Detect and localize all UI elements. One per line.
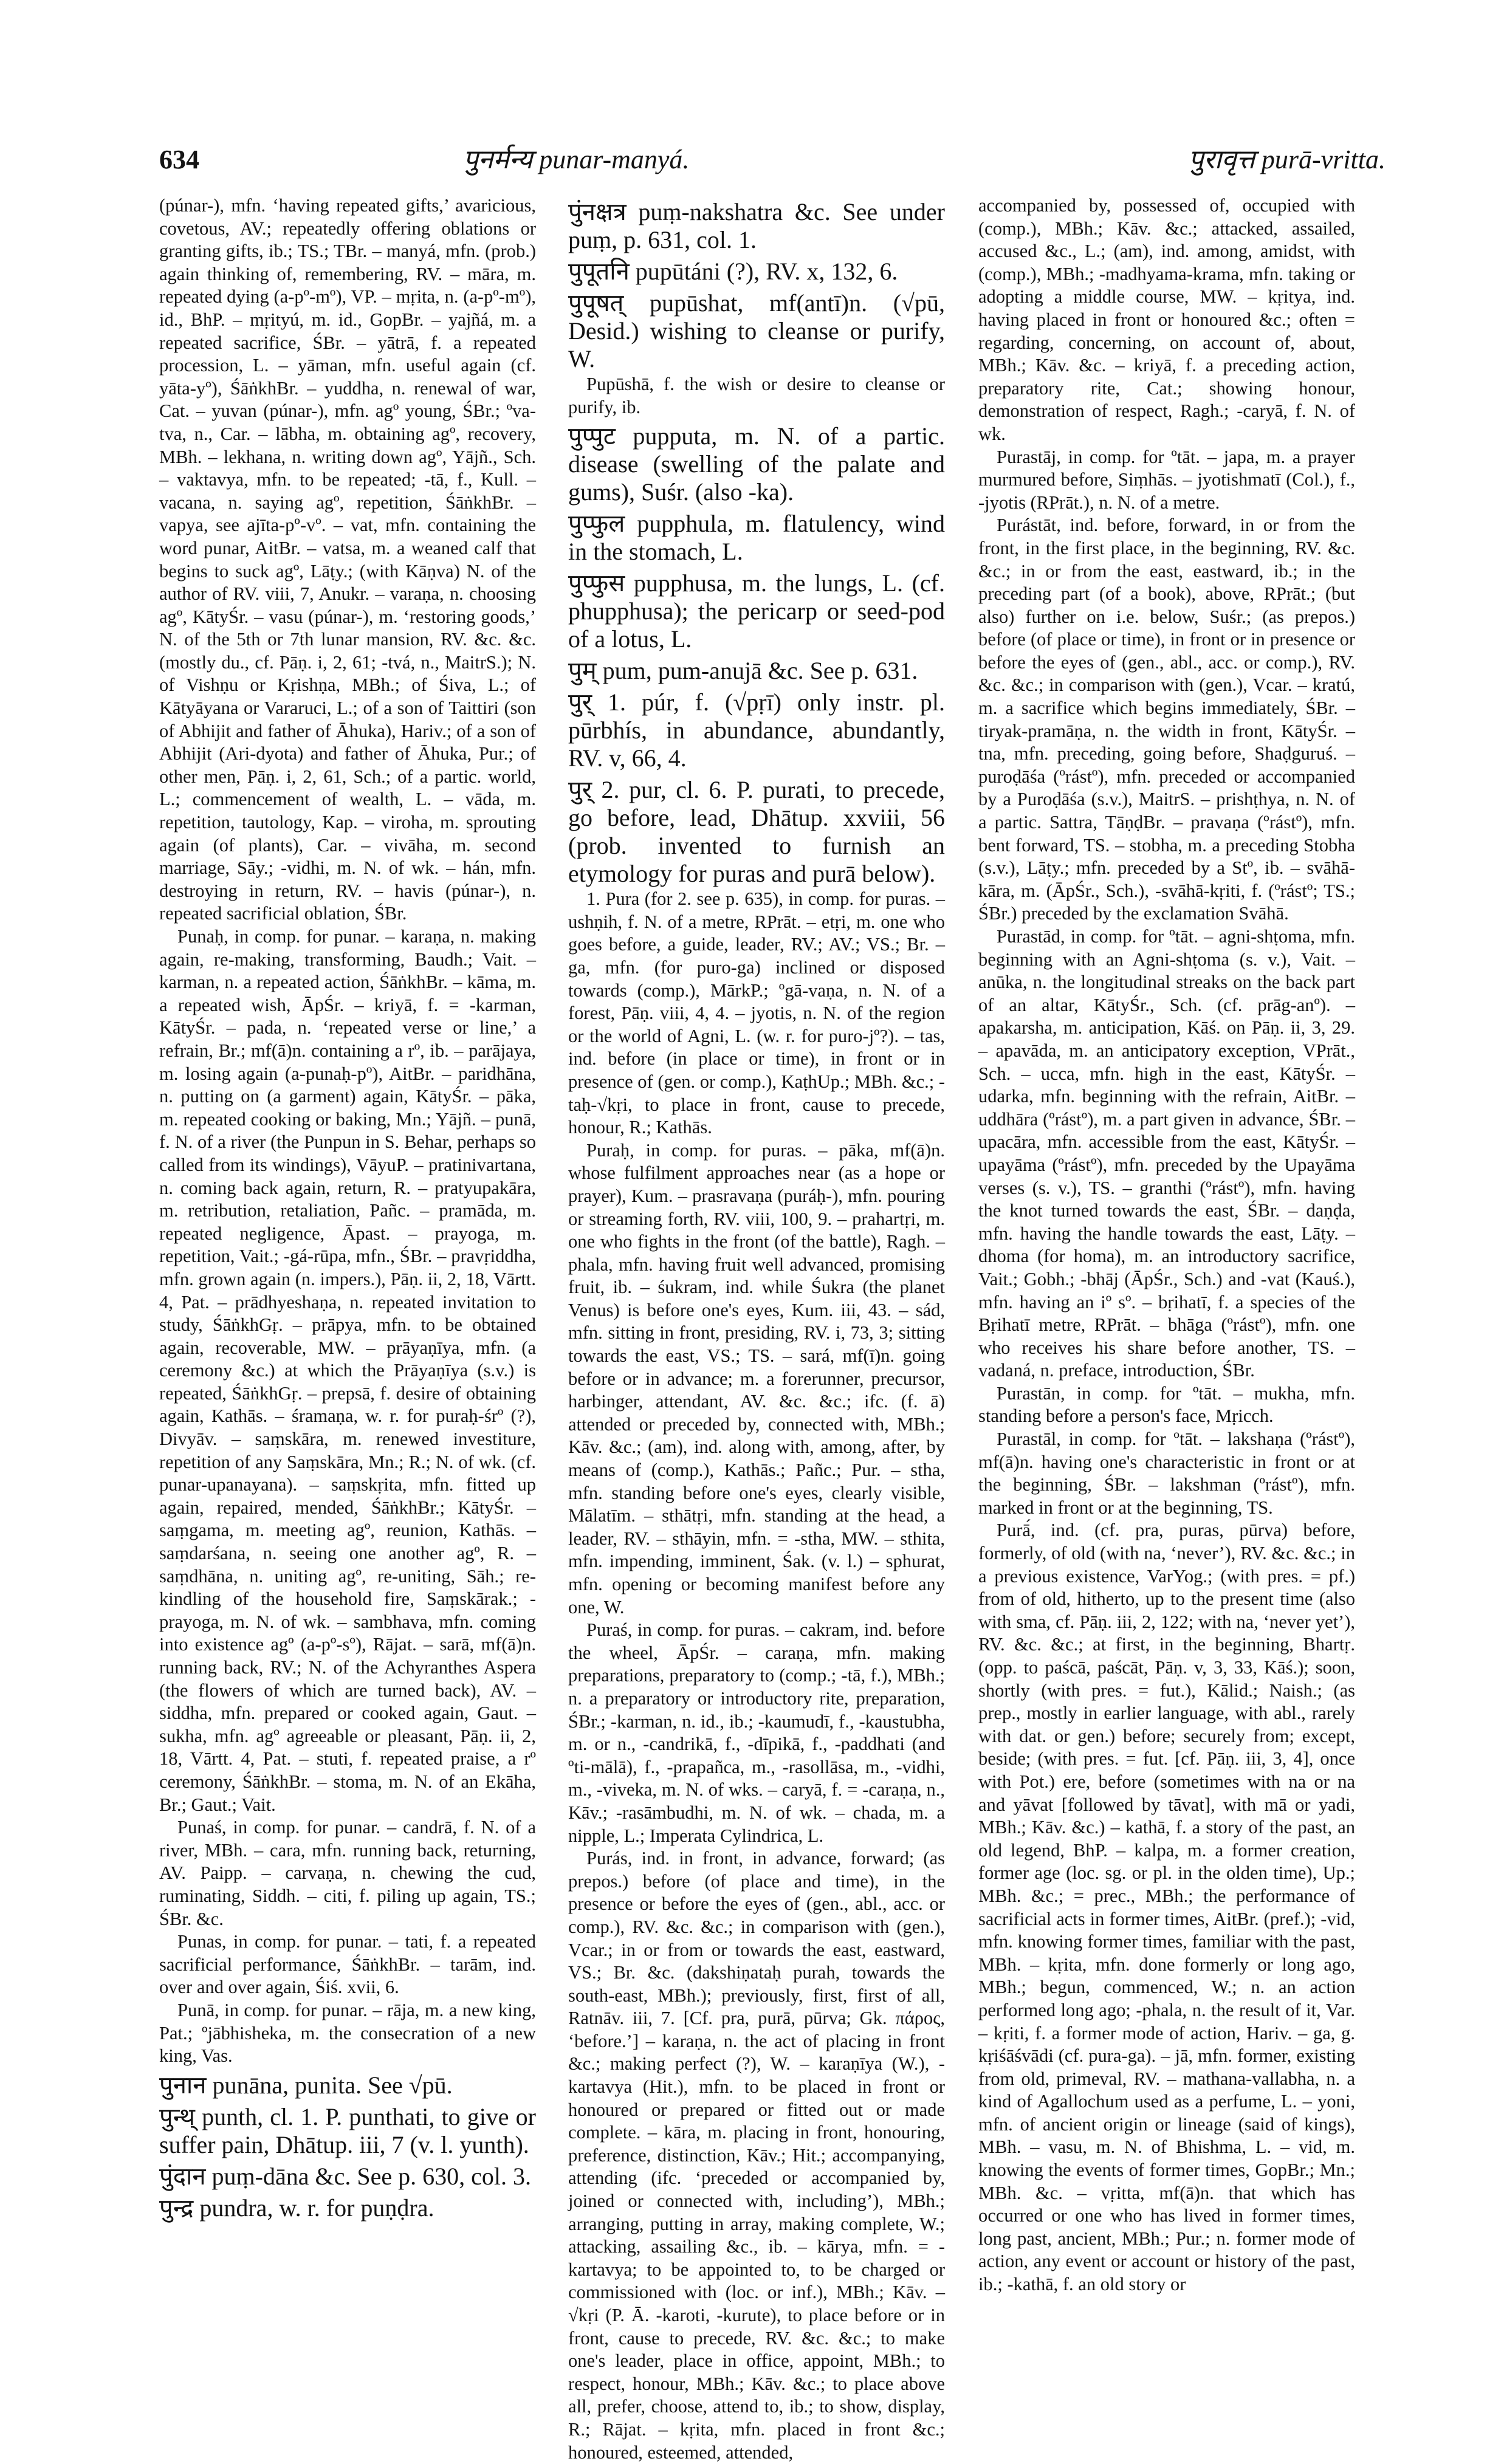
entry: Punas, in comp. for punar. – tati, f. a repeated sacrificial performance, ŚāṅkhBr. – tarām, ind. over and over again, Śiś. xvii, 6.: [159, 1931, 536, 1998]
left-guide-word: पुनर्मन्य punar-manyá.: [463, 145, 690, 174]
entry: Puraś, in comp. for puras. – cakram, ind. before the wheel, ĀpŚr. – caraṇa, mfn. making preparations, preparatory to (comp.; -tā, f.), MBh.; n. a preparatory or introductory rite, preparation, ŚBr.; -karman, n. id., ib.; -kaumudī, f., -kaustubha, m. or n., -candrikā, f., -dīpikā, f., -paddhati (and ºti-mālā), f., -prapañca, m., -rasollāsa, m., -vidhi, m., -viveka, m. N. of wks. – caryā, f. = -caraṇa, n., Kāv.; -rasāmbudhi, m. N. of wk. – chada, m. a nipple, L.; Imperata Cylindrica, L.: [568, 1619, 945, 1846]
column-3: [978, 194, 1355, 2295]
entry: पुप्फुस pupphusa, m. the lungs, L. (cf. phupphusa); the pericarp or seed-pod of a lotus, L.: [568, 569, 945, 653]
entry: Punaś, in comp. for punar. – candrā, f. N. of a river, MBh. – cara, mfn. running back, returning, AV. Paipp. – carvaṇa, n. chewing the cud, ruminating, Siddh. – citi, f. piling up again, TS.; ŚBr. &c.: [159, 1817, 536, 1929]
entry: Purā́, ind. (cf. pra, puras, pūrva) before, formerly, of old (with na, ‘never’), RV. &c. &c.; in a previous existence, VarYog.; (with pres. = pf.) from of old, hitherto, up to the present time (also with sma, cf. Pāṇ. iii, 2, 122; with na, ‘never yet’), RV. &c. &c.; at first, in the beginning, Bhartṛ. (opp. to paścā, paścāt, Pāṇ. v, 3, 33, Kāś.); soon, shortly (with pres. = fut.), Kālid.; Naish.; (as prep., mostly in earlier language, with abl., rarely with dat. or gen.) before; securely from; except, beside; (with pres. = fut. [cf. Pāṇ. iii, 3, 4], once with Pot.) ere, before (sometimes with na or na and yāvat [followed by tāvat], with mā or yadi, MBh.; Kāv. &c.) – kathā, f. a story of the past, an old legend, BhP. – kalpa, m. a former creation, former age (loc. sg. or pl. in the olden time), Up.; MBh. &c.; = prec., MBh.; the performance of sacrificial acts in former times, AitBr. (pref.); -vid, mfn. knowing former times, familiar with the past, MBh. – kṛita, mfn. done formerly or long ago, MBh.; begun, commenced, W.; n. an action performed long ago; -phala, n. the result of it, Var. – kṛiti, f. a former mode of action, Hariv. – ga, g. kṛiśāśvādi (cf. pura-ga). – jā, mfn. former, existing from old, primeval, RV. – mathana-vallabha, n. a kind of Agallochum used as a perfume, L. – yoni, mfn. of ancient origin or lineage (said of kings), MBh. – vasu, m. N. of Bhishma, L. – vid, m. knowing the events of former times, GopBr.; Mn.; MBh. &c. – vṛitta, mf(ā)n. that which has occurred or one who has lived in former times, long past, ancient, MBh.; Pur.; n. former mode of action, any event or account or history of the past, ib.; -kathā, f. an old story or: [978, 1520, 1355, 2295]
column-1: [159, 194, 536, 2222]
entry: (púnar-), mfn. ‘having repeated gifts,’ avaricious, covetous, AV.; repeatedly offering oblations or granting gifts, ib.; TS.; TBr. – manyá, mfn. (prob.) again thinking of, remembering, RV. – māra, m. repeated dying (a-pº-mº), VP. – mṛita, n. (a-pº-mº), id., BhP. – mṛityú, m. id., GopBr. – yajñá, m. a repeated sacrifice, ŚBr. – yātrā, f. a repeated procession, L. – yāman, mfn. useful again (cf. yāta-yº), ŚāṅkhBr. – yuddha, n. renewal of war, Cat. – yuvan (púnar-), mfn. agº young, ŚBr.; ºva-tva, n., Car. – lābha, m. obtaining agº, recovery, MBh. – lekhana, n. writing down agº, Yājñ., Sch. – vaktavya, mfn. to be repeated; -tā, f., Kull. – vacana, n. saying agº, repetition, ŚāṅkhBr. – vapya, see ajīta-pº-vº. – vat, mfn. containing the word punar, AitBr. – vatsa, m. a weaned calf that begins to suck agº, Lāṭy.; (with Kāṇva) N. of the author of RV. viii, 7, Anukr. – varaṇa, n. choosing agº, KātyŚr. – vasu (púnar-), m. ‘restoring goods,’ N. of the 5th or 7th lunar mansion, RV. &c. &c. (mostly du., cf. Pāṇ. i, 2, 61; -tvá, n., MaitrS.); N. of Vishṇu or Kṛishṇa, MBh.; of Śiva, L.; of Kātyāyana or Vararuci, L.; of a son of Taittiri (son of Abhijit and father of Āhuka), Hariv.; of a son of Abhijit (Ari-dyota) and father of Āhuka, Pur.; of other men, Pāṇ. i, 2, 61, Sch.; of a partic. world, L.; commencement of wealth, L. – vāda, m. repetition, tautology, Kap. – viroha, m. sprouting again (of plants), Car. – vivāha, m. second marriage, Sāy.; -vidhi, m. N. of wk. – hán, mfn. destroying in return, RV. – havis (púnar-), n. repeated sacrificial oblation, ŚBr.: [159, 195, 536, 924]
entry: Punaḥ, in comp. for punar. – karaṇa, n. making again, re-making, transforming, Baudh.; Vait. – karman, n. a repeated action, ŚāṅkhBr. – kāma, m. a repeated wish, ĀpŚr. – kriyā, f. = -karman, KātyŚr. – pada, n. ‘repeated verse or line,’ a refrain, Br.; mf(ā)n. containing a rº, ib. – parājaya, m. losing again (a-punaḥ-pº), AitBr. – paridhāna, n. putting on (a garment) again, KātyŚr. – pāka, m. repeated cooking or baking, Mn.; Yājñ. – punā, f. N. of a river (the Punpun in S. Behar, perhaps so called from its windings), VāyuP. – pratinivartana, n. coming back again, return, R. – pratyupakāra, m. retribution, retaliation, Pañc. – pramāda, m. repeated negligence, Āpast. – prayoga, m. repetition, Vait.; -gá-rūpa, mfn., ŚBr. – pravṛiddha, mfn. grown again (n. impers.), Pāṇ. ii, 2, 18, Vārtt. 4, Pat. – prādhyeshaṇa, n. repeated invitation to study, ŚāṅkhGṛ. – prāpya, mfn. to be obtained again, recoverable, MW. – prāyaṇīya, mfn. (a ceremony &c.) at which the Prāyaṇīya (s.v.) is repeated, ŚāṅkhGṛ. – prepsā, f. desire of obtaining again, Kathās. – śramaṇa, w. r. for puraḥ-śrº (?), Divyāv. – saṃskāra, m. renewed investiture, repetition of any Saṃskāra, Mn.; R.; N. of wk. (cf. punar-upanayana). – saṃskṛita, mfn. fitted up again, repaired, mended, ŚāṅkhBr.; KātyŚr. – saṃgama, m. meeting agº, reunion, Kathās. – saṃdarśana, n. seeing one another agº, R. – saṃdhāna, n. uniting agº, re-uniting, Sāh.; re-kindling of the household fire, Saṃskārak.; -prayoga, m. N. of wk. – sambhava, mfn. coming into existence agº (a-pº-sº), Rājat. – sarā, mf(ā)n. running back, RV.; N. of the Achyranthes Aspera (the flowers of which are turned back), AV. – siddha, mfn. prepared or cooked again, Gaut. – sukha, mfn. agº agreeable or pleasant, Pāṇ. ii, 2, 18, Vārtt. 4, Pat. – stuti, f. repeated praise, a rº ceremony, ŚāṅkhBr. – stoma, m. N. of an Ekāha, Br.; Gaut.; Vait.: [159, 926, 536, 1815]
entry: पुन्द्र pundra, w. r. for puṇḍra.: [159, 2194, 434, 2222]
entry: पुंनक्षत्र puṃ-nakshatra &c. See under puṃ, p. 631, col. 1.: [568, 198, 945, 253]
page-number: 634: [159, 145, 199, 174]
entry: पुर् 1. púr, f. (√pṛī) only instr. pl. pūrbhís, in abundance, abundantly, RV. v, 66, 4.: [568, 688, 945, 772]
entry: पुनान punāna, punita. See √pū.: [159, 2071, 453, 2099]
entry: पुप्फुल pupphula, m. flatulency, wind in the stomach, L.: [568, 510, 945, 566]
entry: Purástāt, ind. before, forward, in or from the front, in the first place, in the beginning, RV. &c. &c.; in or from the east, eastward, ib.; in the preceding part (of a book), above, RPrāt.; (but also) further on i.e. below, Suśr.; (as prepos.) before (of place or time), in front or in presence or before the eyes of (gen., abl., acc. or comp.), RV. &c. &c.; in comparison with (gen.), Vcar. – kratú, m. a sacrifice which begins immediately, ŚBr. – tiryak-pramāṇa, n. the width in front, KātyŚr. – tna, mfn. preceding, going before, Shaḍguruś. – puroḍāśa (ºrástº), mfn. preceded or accompanied by a Puroḍāśa (s.v.), MaitrS. – prishṭhya, n. N. of a partic. Sattra, TāṇḍBr. – pravaṇa (ºrástº), mfn. bent forward, TS. – stobha, m. a preceding Stobha (s.v.), Lāṭy.; mfn. preceded by a Stº, ib. – svāhā-kāra, m. (ĀpŚr., Sch.), -svāhā-kṛiti, f. (ºrástº; TS.; ŚBr.) preceded by the exclamation Svāhā.: [978, 515, 1355, 924]
entry: Purastān, in comp. for ºtāt. – mukha, mfn. standing before a person's face, Mṛicch.: [978, 1382, 1355, 1427]
entry: पुप्पुट pupputa, m. N. of a partic. disease (swelling of the palate and gums), Suśr. (also -ka).: [568, 422, 945, 506]
entry: पुंदान puṃ-dāna &c. See p. 630, col. 3.: [159, 2162, 531, 2190]
column-2: [568, 194, 945, 2463]
entry: पुम् pum, pum-anujā &c. See p. 631.: [568, 657, 918, 685]
entry: Purás, ind. in front, in advance, forward; (as prepos.) before (of place and time), in the presence or before the eyes of (gen., abl., acc. or comp.), RV. &c. &c.; in comparison with (gen.), Vcar.; in or from or towards the east, eastward, VS.; Br. &c. (dakshiṇataḥ purah, towards the south-east, MBh.); previously, first, first of all, Ratnāv. iii, 7. [Cf. pra, purā, pūrva; Gk. πάρος, ‘before.’] – karaṇa, n. the act of placing in front &c.; making perfect (?), W. – karaṇīya (W.), -kartavya (Hit.), mfn. to be placed in front or honoured or prepared or fitted out or made complete. – kāra, m. placing in front, honouring, preference, distinction, Kāv.; Hit.; accompanying, attending (ifc. ‘preceded or accompanied by, joined or connected with, including’), MBh.; arranging, putting in array, making complete, W.; attacking, assailing &c., ib. – kārya, mfn. = -kartavya; to be appointed to, to be charged or commissioned with (loc. or inf.), MBh.; Kāv. – √kṛi (P. Ā. -karoti, -kurute), to place before or in front, cause to precede, RV. &c. &c.; to make one's leader, place in office, appoint, MBh.; to respect, honour, MBh.; Kāv. &c.; to place above all, prefer, choose, attend to, ib.; to show, display, R.; Rājat. – kṛita, mfn. placed in front &c.; honoured, esteemed, attended,: [568, 1848, 945, 2463]
entry: Purastāj, in comp. for ºtāt. – japa, m. a prayer murmured before, Siṃhās. – jyotishmatī (Col.), f., -jyotis (RPrāt.), n. N. of a metre.: [978, 446, 1355, 513]
page-header: [159, 139, 1386, 181]
right-guide-word: पुरावृत्त purā-vritta.: [1188, 145, 1386, 174]
entry: पुन्थ् punth, cl. 1. P. punthati, to give or suffer pain, Dhātup. iii, 7 (v. l. yunth).: [159, 2102, 536, 2158]
entry: पुपूषत् pupūshat, mf(antī)n. (√pū, Desid.) wishing to cleanse or purify, W.: [568, 289, 945, 372]
entry: Punā, in comp. for punar. – rāja, m. a new king, Pat.; ºjābhisheka, m. the consecration of a new king, Vas.: [159, 1999, 536, 2067]
entry: Pupūshā, f. the wish or desire to cleanse or purify, ib.: [568, 374, 945, 417]
entry: Puraḥ, in comp. for puras. – pāka, mf(ā)n. whose fulfilment approaches near (as a hope or prayer), Kum. – prasravaṇa (puráḥ-), mfn. pouring or streaming forth, RV. viii, 100, 9. – prahartṛi, m. one who fights in the front (of the battle), Ragh. – phala, mfn. having fruit well advanced, promising fruit, ib. – śukram, ind. while Śukra (the planet Venus) is before one's eyes, Kum. iii, 43. – sád, mfn. sitting in front, presiding, RV. i, 73, 3; sitting towards the east, VS.; TS. – sará, mf(ī)n. going before or in advance; m. a forerunner, precursor, harbinger, attendant, AV. &c. &c.; ifc. (f. ā) attended or preceded by, connected with, MBh.; Kāv. &c.; (am), ind. along with, among, after, by means of (comp.), Kathās.; Pañc.; Pur. – stha, mfn. standing before one's eyes, clearly visible, Mālatīm. – sthātṛi, mfn. standing at the head, a leader, RV. – sthāyin, mfn. = -stha, MW. – sthita, mfn. impending, imminent, Śak. (v. l.) – sphurat, mfn. opening or becoming manifest before any one, W.: [568, 1139, 945, 1618]
entry: Purastād, in comp. for ºtāt. – agni-shṭoma, mfn. beginning with an Agni-shṭoma (s. v.), Vait. – anūka, n. the longitudinal streaks on the back part of an altar, KātyŚr., Sch. (cf. prāg-anº). – apakarsha, m. anticipation, Kāś. on Pāṇ. ii, 3, 29. – apavāda, m. an anticipatory exception, VPrāt., Sch. – ucca, mfn. high in the east, KātyŚr. – udarka, mfn. beginning with the refrain, AitBr. – uddhāra (ºrástº), m. a part given in advance, ŚBr. – upacāra, mfn. accessible from the east, KātyŚr. – upayāma (ºrástº), mfn. preceded by the Upayāma verses (s. v.), TS. – granthi (ºrástº), mfn. having the knot turned towards the east, ŚBr. – daṇḍa, mfn. having the handle towards the east, Lāṭy. – dhoma (for homa), m. an introductory sacrifice, Vait.; Gobh.; -bhāj (ĀpŚr., Sch.) and -vat (Kauś.), mfn. having an iº sº. – bṛihatī, f. a species of the Bṛihatī metre, RPrāt. – bhāga (ºrástº), mfn. one who receives his share before another, TS. – vadaná, n. preface, introduction, ŚBr.: [978, 926, 1355, 1381]
entry: पुर् 2. pur, cl. 6. P. purati, to precede, go before, lead, Dhātup. xxviii, 56 (prob. invented to furnish an etymology for puras and purā below).: [568, 776, 945, 888]
entry: Purastāl, in comp. for ºtāt. – lakshaṇa (ºrástº), mf(ā)n. having one's characteristic in front or at the beginning, ŚBr. – lakshman (ºrástº), mfn. marked in front or at the beginning, TS.: [978, 1429, 1355, 1518]
entry: पुपूतनि pupūtáni (?), RV. x, 132, 6.: [568, 258, 898, 285]
entry: accompanied by, possessed of, occupied with (comp.), MBh.; Kāv. &c.; attacked, assailed, accused &c., L.; (am), ind. among, amidst, with (comp.), MBh.; -madhyama-krama, mfn. taking or adopting a middle course, MW. – kṛitya, ind. having placed in front or honoured &c.; often = regarding, concerning, on account of, about, MBh.; Kāv. &c. – kriyā, f. a preceding action, preparatory rite, Cat.; showing honour, demonstration of respect, Ragh.; -caryā, f. N. of wk.: [978, 195, 1355, 444]
entry: 1. Pura (for 2. see p. 635), in comp. for puras. – ushṇih, f. N. of a metre, RPrāt. – etṛi, m. one who goes before, a guide, leader, RV.; AV.; VS.; Br. – ga, mfn. (for puro-ga) inclined or disposed towards (comp.), MārkP.; ºgā-vaṇa, n. N. of a forest, Pāṇ. viii, 4, 4. – jyotis, n. N. of the region or the world of Agni, L. (w. r. for puro-jº?). – tas, ind. before (in place or time), in front or in presence of (gen. or comp.), KaṭhUp.; MBh. &c.; -taḥ-√kṛi, to place in front, cause to precede, honour, R.; Kathās.: [568, 888, 945, 1138]
